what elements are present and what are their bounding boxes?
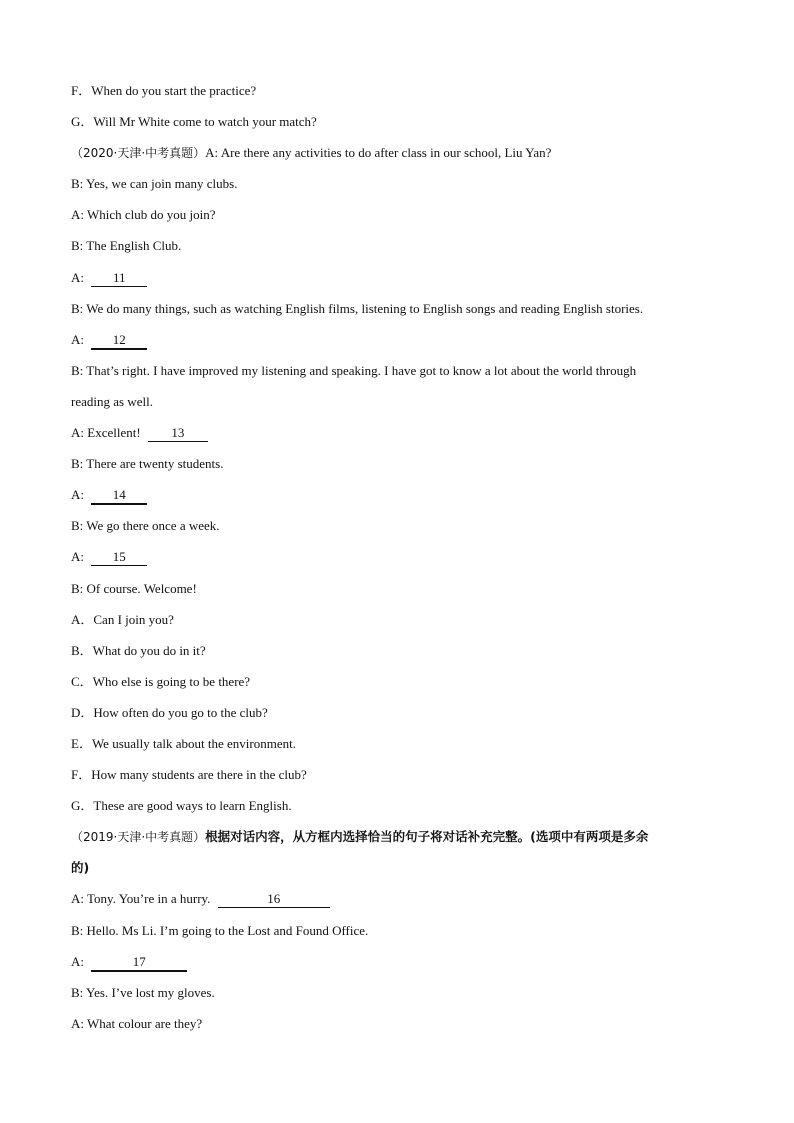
blank-15-line <box>71 546 731 577</box>
option-b: B．What do you do in it? <box>71 642 206 658</box>
q2019-header-line <box>71 826 731 857</box>
blank-13-line <box>71 422 731 453</box>
dialogue-line: B: That’s right. I have improved my listening and speaking. I have got to know a lot about the world through <box>71 362 637 378</box>
q2019-instruction: 根据对话内容，从方框内选择恰当的句子将对话补充完整。(选项中有两项是多余 <box>205 829 649 845</box>
dialogue-line-continued: reading as well. <box>71 393 153 409</box>
blank-17[interactable]: 17 <box>91 954 187 972</box>
blank-16-line <box>71 888 731 919</box>
blank-12-line <box>71 329 731 360</box>
blank-12[interactable]: 12 <box>91 332 147 350</box>
dialogue-line: B: Yes, we can join many clubs. <box>71 176 238 192</box>
option-g: G．These are good ways to learn English. <box>71 798 292 814</box>
option-c: C．Who else is going to be there? <box>71 673 251 689</box>
option-g-line: G．Will Mr White come to watch your match? <box>71 114 317 130</box>
speaker-prefix: A: <box>71 549 84 565</box>
dialogue-line: A: What colour are they? <box>71 1015 203 1031</box>
blank-11-line <box>71 267 731 298</box>
dialogue-line: B: Of course. Welcome! <box>71 580 197 596</box>
blank-15[interactable]: 15 <box>91 549 147 566</box>
blank-16[interactable]: 16 <box>218 891 330 908</box>
dialogue-line: B: We do many things, such as watching English films, listening to English songs and reading English stories. <box>71 300 644 316</box>
dialogue-line: B: There are twenty students. <box>71 456 224 472</box>
blank-13[interactable]: 13 <box>148 425 208 442</box>
blank-17-line <box>71 951 731 982</box>
speaker-prefix: A: Excellent! <box>71 425 141 441</box>
speaker-prefix: A: <box>71 487 84 503</box>
option-a: A．Can I join you? <box>71 611 174 627</box>
q2020-header-line <box>71 142 731 173</box>
option-e: E．We usually talk about the environment. <box>71 735 296 751</box>
dialogue-line: A: Which club do you join? <box>71 207 216 223</box>
dialogue-line: B: The English Club. <box>71 238 182 254</box>
speaker-prefix: A: <box>71 331 84 347</box>
q2020-first-line: A: Are there any activities to do after class in our school, Liu Yan? <box>205 145 552 161</box>
q2019-source: （2019·天津·中考真题） <box>71 830 206 845</box>
dialogue-line: B: Yes. I’ve lost my gloves. <box>71 984 215 1000</box>
option-f: F．How many students are there in the club? <box>71 767 307 783</box>
speaker-prefix: A: <box>71 269 84 285</box>
blank-11[interactable]: 11 <box>91 270 147 287</box>
speaker-prefix: A: Tony. You’re in a hurry. <box>71 891 211 907</box>
q2019-instruction-continued: 的) <box>71 860 90 876</box>
option-f-line: F．When do you start the practice? <box>71 83 257 98</box>
dialogue-line: B: We go there once a week. <box>71 518 220 534</box>
blank-14[interactable]: 14 <box>91 487 147 505</box>
dialogue-line: B: Hello. Ms Li. I’m going to the Lost and Found Office. <box>71 922 369 938</box>
speaker-prefix: A: <box>71 953 84 969</box>
option-d: D．How often do you go to the club? <box>71 704 268 720</box>
document-page <box>71 80 731 1044</box>
q2020-source: （2020·天津·中考真题） <box>71 146 206 161</box>
blank-14-line <box>71 484 731 515</box>
